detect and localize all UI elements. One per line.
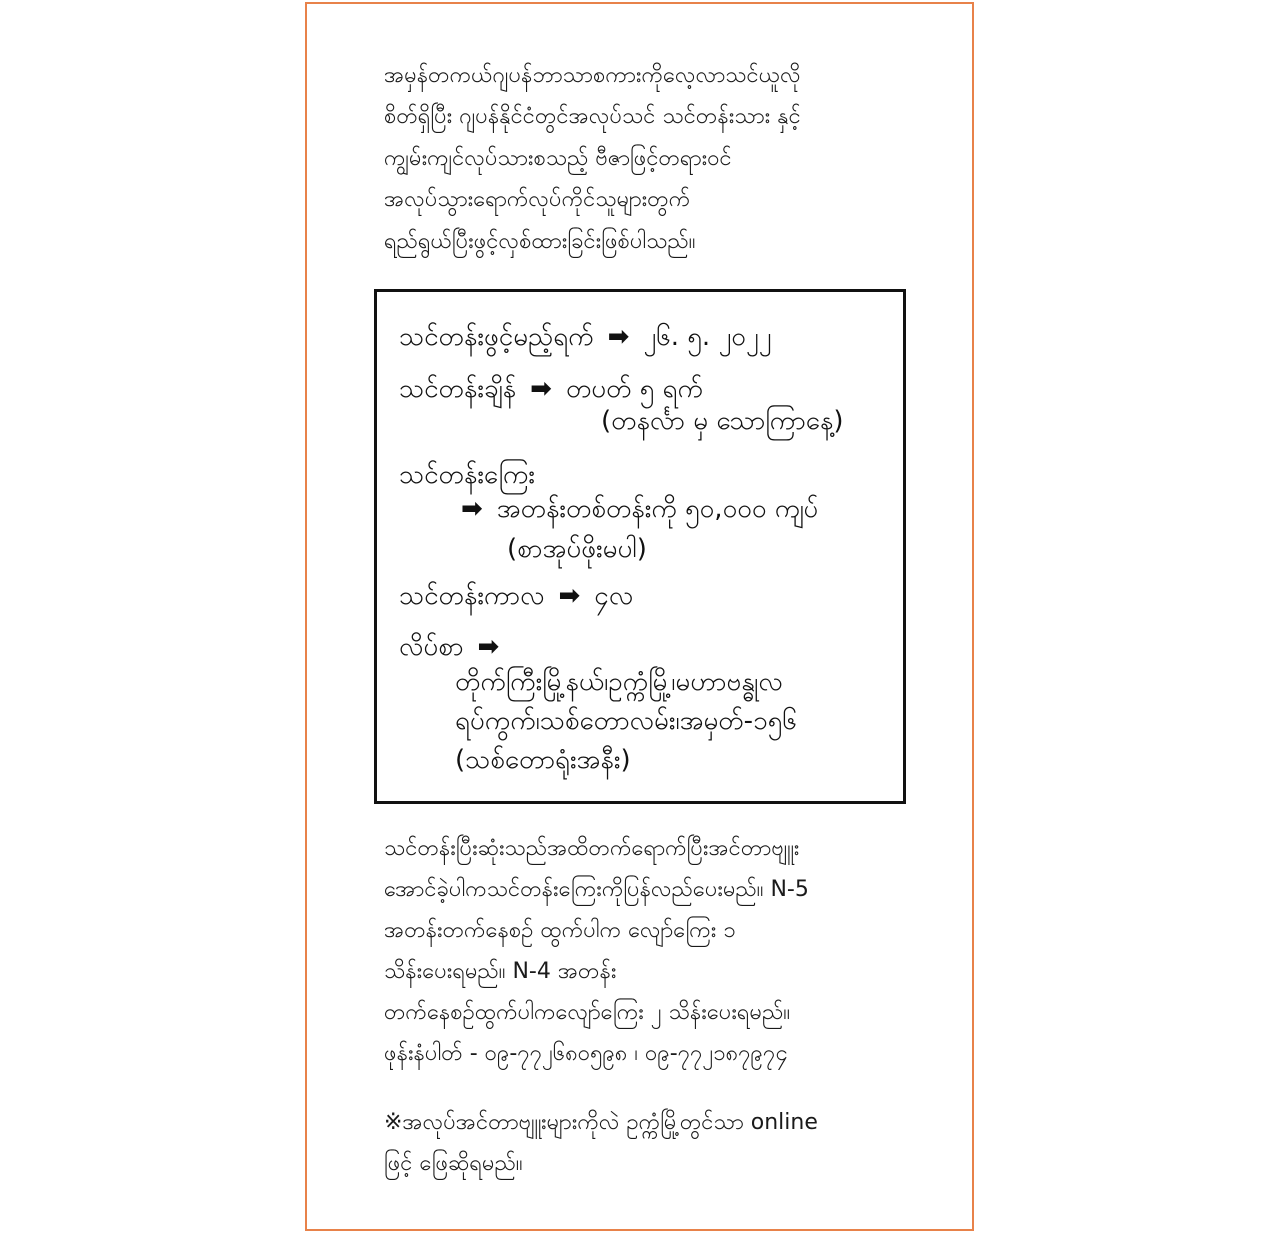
intro-line-4: အလုပ်သွားရောက်လုပ်ကိုင်သူများတွက် bbox=[384, 187, 691, 212]
address-row bbox=[399, 630, 513, 664]
schedule-value: တပတ် ၅ ရက် bbox=[565, 374, 703, 404]
intro-line-1: အမှန်တကယ်ဂျပန်ဘာသာစကားကိုလေ့လာသင်ယူလို bbox=[384, 63, 801, 88]
schedule-label: သင်တန်းချိန် bbox=[399, 374, 517, 404]
schedule-days: (တနင်္လာ မှ သောကြာနေ့) bbox=[601, 406, 844, 436]
open-date-label: သင်တန်းဖွင့်မည့်ရက် bbox=[399, 322, 594, 352]
arrow-right-icon: ➡ bbox=[461, 494, 483, 524]
footer-line-2: အောင်ခဲ့ပါကသင်တန်းကြေးကိုပြန်လည်ပေးမည်။ N-5 bbox=[384, 877, 809, 902]
footer-line-5: တက်နေစဉ်ထွက်ပါကလျော်ကြေး ၂ သိန်းပေးရမည်။ bbox=[384, 1000, 791, 1025]
duration-value: ၄လ bbox=[594, 581, 634, 611]
course-info-box bbox=[374, 289, 906, 804]
address-line-1: တိုက်ကြီးမြို့နယ်၊ဥက္ကံမြို့၊မဟာဗန္ဓုလ bbox=[455, 667, 783, 697]
fee-row bbox=[447, 492, 818, 526]
address-label: လိပ်စာ bbox=[399, 632, 464, 662]
fee-value: အတန်းတစ်တန်းကို ၅၀,၀၀၀ ကျပ် bbox=[496, 494, 819, 524]
duration-label: သင်တန်းကာလ bbox=[399, 581, 545, 611]
phone-numbers: ဖုန်းနံပါတ် - ၀၉-၇၇၂၆၈၀၅၉၈ ၊ ၀၉-၇၇၂၁၈၇၉၇၄ bbox=[384, 1041, 788, 1066]
note-line-2: ဖြင့် ဖြေဆိုရမည်။ bbox=[384, 1151, 523, 1176]
intro-line-5: ရည်ရွယ်ပြီးဖွင့်လှစ်ထားခြင်းဖြစ်ပါသည်။ bbox=[384, 229, 696, 254]
arrow-right-icon: ➡ bbox=[477, 632, 500, 662]
footer-line-4: သိန်းပေးရမည်။ N-4 အတန်း bbox=[384, 959, 617, 984]
intro-line-2: စိတ်ရှိပြီး ဂျပန်နိုင်ငံတွင်အလုပ်သင် သင်တန်းသား နှင့် bbox=[384, 104, 801, 129]
address-line-3: (သစ်တောရုံးအနီး) bbox=[455, 745, 631, 775]
arrow-right-icon: ➡ bbox=[607, 322, 630, 352]
schedule-row bbox=[399, 372, 703, 406]
intro-line-3: ကျွမ်းကျင်လုပ်သားစသည့် ဗီဇာဖြင့်တရားဝင် bbox=[384, 146, 732, 171]
arrow-right-icon: ➡ bbox=[530, 374, 552, 404]
note-line-1: ※အလုပ်အင်တာဗျူးများကိုလဲ ဥက္ကံမြို့တွင်သာ online bbox=[384, 1110, 818, 1135]
footer-line-1: သင်တန်းပြီးဆုံးသည်အထိတက်ရောက်ပြီးအင်တာဗျူး bbox=[384, 836, 800, 861]
open-date-value: ၂၆. ၅. ၂၀၂၂ bbox=[643, 322, 772, 352]
address-line-2: ရပ်ကွက်၊သစ်တောလမ်း၊အမှတ်-၁၅၆ bbox=[455, 706, 797, 736]
fee-note: (စာအုပ်ဖိုးမပါ) bbox=[507, 534, 647, 564]
fee-label: သင်တန်းကြေး bbox=[399, 460, 535, 490]
footer-line-3: အတန်းတက်နေစဉ် ထွက်ပါက လျော်ကြေး ၁ bbox=[384, 918, 736, 943]
duration-row bbox=[399, 579, 633, 613]
open-date-row bbox=[399, 320, 771, 354]
arrow-right-icon: ➡ bbox=[558, 581, 581, 611]
